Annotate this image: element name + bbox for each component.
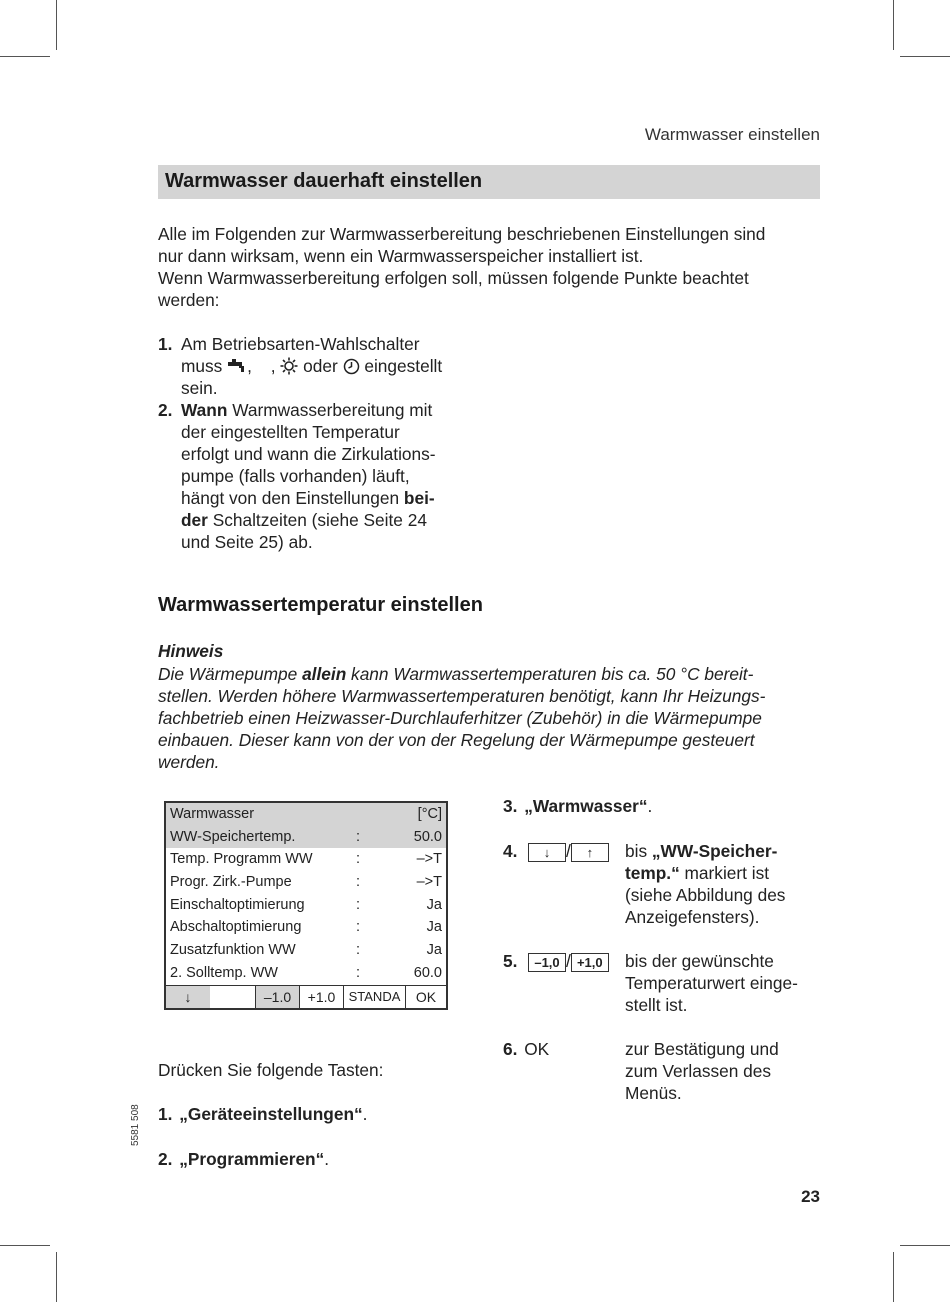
arrow-up-key[interactable]: ↑ <box>571 843 609 862</box>
display-row: Progr. Zirk.-Pumpe : –>T <box>170 874 442 891</box>
display-softkeys <box>166 985 446 1008</box>
crop-mark <box>0 56 50 57</box>
page-number: 23 <box>801 1187 820 1206</box>
softkey-standard[interactable]: STANDA <box>343 986 405 1008</box>
running-header: Warmwasser einstellen <box>644 125 820 144</box>
display-row: 2. Solltemp. WW : 60.0 <box>170 964 442 981</box>
softkey-plus[interactable]: +1.0 <box>299 986 343 1008</box>
softkey-ok[interactable]: OK <box>405 986 446 1008</box>
crop-mark <box>56 1252 57 1302</box>
sun-icon <box>280 357 298 375</box>
step-5: 5. <box>503 951 518 971</box>
ok-key-label: OK <box>524 1039 550 1059</box>
clock-icon <box>343 358 360 375</box>
crop-mark <box>900 1245 950 1246</box>
step-4: 4. <box>503 841 518 861</box>
softkey-blank <box>210 986 255 1008</box>
section-title-bar <box>158 165 820 199</box>
display-row: Einschaltoptimierung : Ja <box>170 896 442 913</box>
hint-title: Hinweis <box>158 641 224 661</box>
step-4-text: bis „WW-Speicher- temp.“ markiert ist (siehe Abbildung des Anzeigefensters). <box>625 841 786 927</box>
arrow-down-key[interactable]: ↓ <box>528 843 566 862</box>
display-window <box>164 801 448 1010</box>
display-row: Zusatzfunktion WW : Ja <box>170 942 442 959</box>
step-4-keys: ↓ / ↑ <box>528 840 609 862</box>
document-number: 5581 508 <box>130 1104 141 1146</box>
step-3: 3. „Warmwasser“. <box>503 796 653 816</box>
softkey-minus[interactable]: –1.0 <box>255 986 299 1008</box>
step-5-keys: –1,0 / +1,0 <box>528 950 609 972</box>
crop-mark <box>900 56 950 57</box>
crop-mark <box>893 0 894 50</box>
minus-key[interactable]: –1,0 <box>528 953 566 972</box>
softkey-down[interactable]: ↓ <box>166 986 210 1008</box>
display-title-row: Warmwasser [°C] <box>166 803 446 826</box>
display-row: Abschaltoptimierung : Ja <box>170 919 442 936</box>
tap-icon <box>227 359 247 373</box>
step-6-text: zur Bestätigung und zum Verlassen des Menüs. <box>625 1039 779 1103</box>
step-5-text: bis der gewünschte Temperaturwert einge- stellt ist. <box>625 951 798 1015</box>
step-2: 2. „Programmieren“. <box>158 1149 330 1169</box>
hint-text: Die Wärmepumpe allein kann Warmwassertemperaturen bis ca. 50 °C bereit- stellen. Werden höhere Warmwassertemperaturen benötigt, kann Ihr Heizungs- fachbetrieb einen Heizwasser-Durchlauferhitzer (Zubehör) in die Wärmepumpe einbauen. Dieser kann von der von der Regelung der Wärmepumpe gesteuert werden. <box>158 664 766 772</box>
section-title: Warmwasser dauerhaft einstellen <box>165 170 483 192</box>
step-1: 1. „Geräteeinstellungen“. <box>158 1104 368 1124</box>
section-heading: Warmwassertemperatur einstellen <box>158 594 483 616</box>
intro-paragraph: Alle im Folgenden zur Warmwasserbereitung beschriebenen Einstellungen sind nur dann wirksam, wenn ein Warmwasserspeicher installiert ist. Wenn Warmwasserbereitung erfolgen soll, müssen folgende Punkte beachtet werden: <box>158 224 766 310</box>
step-6: 6. OK <box>503 1039 550 1059</box>
display-row: Temp. Programm WW : –>T <box>170 851 442 868</box>
moon-icon <box>257 358 271 374</box>
display-row-selected: WW-Speichertemp. : 50.0 <box>166 826 446 849</box>
press-keys-text: Drücken Sie folgende Tasten: <box>158 1060 384 1080</box>
crop-mark <box>893 1252 894 1302</box>
plus-key[interactable]: +1,0 <box>571 953 609 972</box>
crop-mark <box>0 1245 50 1246</box>
crop-mark <box>56 0 57 50</box>
